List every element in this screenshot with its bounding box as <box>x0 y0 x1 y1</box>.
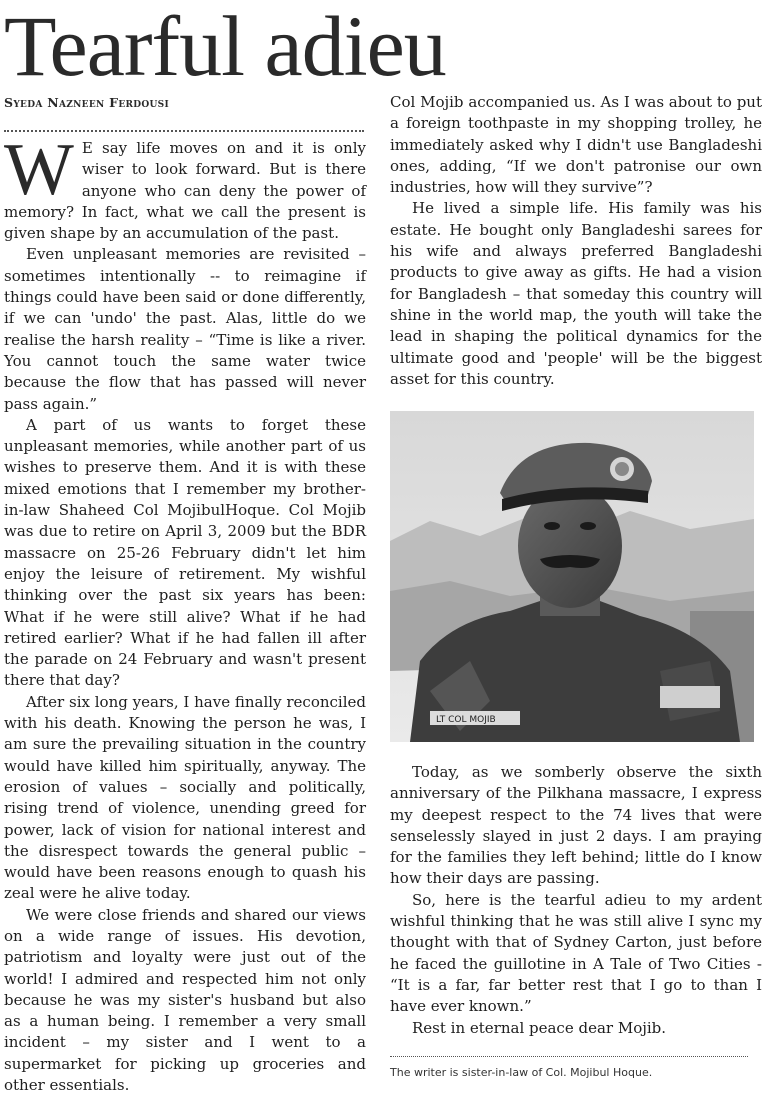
article-column-right-bottom <box>390 762 762 1039</box>
paragraph-6: He lived a simple life. His family was his estate. He bought only Bangladeshi sarees for his wife and always preferred Bangladeshi products to give away as gifts. He had a vision for Bangladesh – that someday this country will shine in the world map, the youth will take the lead in shaping the political dynamics for the ultimate good and 'people' will be the biggest asset for this country. <box>390 199 762 388</box>
article-column-left <box>4 129 366 1096</box>
footnote-divider <box>390 1056 748 1057</box>
article-column-right-top <box>390 92 762 390</box>
paragraph-1 <box>4 129 366 244</box>
paragraph-2: Even unpleasant memories are revisited – sometimes intentionally -- to reimagine if things could have been said or done differently, if we can 'undo' the past. Alas, little do we realise the harsh reality – “Time is like a river. You cannot touch the same water twice because the flow that has passed will never pass again.” <box>4 245 366 413</box>
portrait-photo <box>390 411 754 742</box>
paragraph-5-continued: Col Mojib accompanied us. As I was about to put a foreign toothpaste in my shopping trolley, he immediately asked why I didn't use Bangladeshi ones, adding, “If we don't patronise our own industries, how will they survive”? <box>390 93 762 197</box>
paragraph-9: Rest in eternal peace dear Mojib. <box>412 1018 667 1037</box>
drop-cap: W <box>4 129 74 211</box>
paragraph-1-text: say life moves on and it is only wiser to look forward. But is there anyone who can deny the power of memory? In fact, what we call the present is given shape by an accumulation of the past. <box>4 139 366 243</box>
portrait-illustration <box>390 411 754 742</box>
name-tag: LT COL MOJIB <box>436 715 496 725</box>
headline: Tearful adieu <box>4 0 446 94</box>
paragraph-4: After six long years, I have finally reconciled with his death. Knowing the person he was, I am sure the prevailing situation in the country would have killed him spiritually, anyway. The erosion of values – socially and politically, rising trend of violence, unending greed for power, lack of vision for national interest and the disrespect towards the general public – would have been reasons enough to quash his zeal were he alive today. <box>4 692 366 903</box>
author-footnote: The writer is sister-in-law of Col. Mojibul Hoque. <box>390 1066 653 1079</box>
lead-in: E <box>81 139 93 157</box>
paragraph-5: We were close friends and shared our views on a wide range of issues. His devotion, patriotism and loyalty were just out of the world! I admired and respected him not only because he was my sister's husband but also as a human being. I remember a very small incident – my sister and I went to a supermarket for picking up groceries and other essentials. <box>4 905 366 1095</box>
byline: Syeda Nazneen Ferdousi <box>4 95 169 110</box>
paragraph-7: Today, as we somberly observe the sixth anniversary of the Pilkhana massacre, I express my deepest respect to the 74 lives that were senselessly slayed in just 2 days. I am praying for the families they left behind; little do I know how their days are passing. <box>390 763 762 888</box>
paragraph-3: A part of us wants to forget these unpleasant memories, while another part of us wishes to preserve them. And it is with these mixed emotions that I remember my brother-in-law Shaheed Col MojibulHoque. Col Mojib was due to retire on April 3, 2009 but the BDR massacre on 25-26 February didn't let him enjoy the leisure of retirement. My wishful thinking over the past six years has been: What if he were still alive? What if he had retired earlier? What if he had fallen ill after the parade on 24 February and wasn't present there that day? <box>4 415 366 690</box>
paragraph-8: So, here is the tearful adieu to my ardent wishful thinking that he was still alive I sync my thought with that of Sydney Carton, just before he faced the guillotine in A Tale of Two Cities - “It is a far, far better rest that I go to than I have ever known.” <box>390 890 762 1016</box>
